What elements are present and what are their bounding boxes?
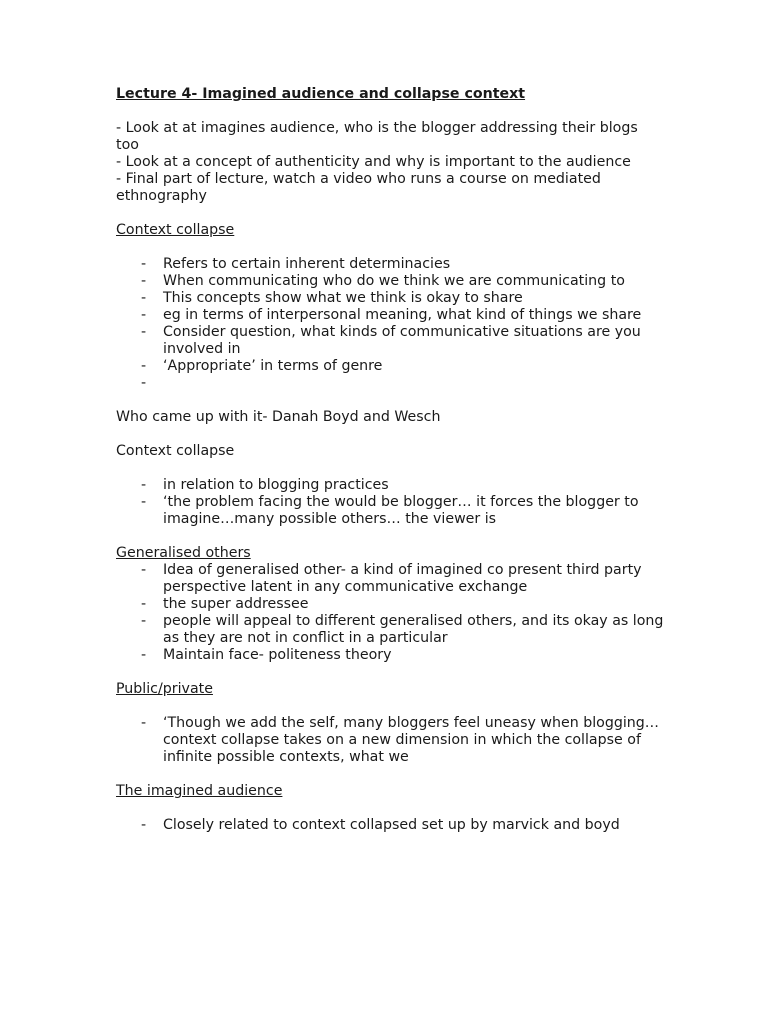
document-page — [116, 86, 664, 834]
list-item: - When communicating who do we think we are communicating to — [116, 273, 664, 290]
list-item: - Idea of generalised other- a kind of imagined co present third party perspective latent in any communicative exchange — [116, 562, 664, 596]
intro-line: - Final part of lecture, watch a video who runs a course on mediated ethnography — [116, 171, 601, 204]
section-heading-public-private: Public/private — [116, 681, 213, 697]
generalised-others-list — [116, 562, 664, 664]
list-item: - in relation to blogging practices — [116, 477, 664, 494]
intro-block — [116, 120, 664, 205]
list-item: - ‘Though we add the self, many bloggers feel uneasy when blogging… context collapse takes on a new dimension in which the collapse of infinite possible contexts, what we — [116, 715, 664, 766]
list-item: - ‘the problem facing the would be blogger… it forces the blogger to imagine…many possible others… the viewer is — [116, 494, 664, 528]
intro-line: - Look at at imagines audience, who is the blogger addressing their blogs too — [116, 120, 638, 153]
section-heading-generalised-others: Generalised others — [116, 545, 251, 561]
list-item: - eg in terms of interpersonal meaning, what kind of things we share — [116, 307, 664, 324]
list-item: - Refers to certain inherent determinacies — [116, 256, 664, 273]
list-item: - This concepts show what we think is okay to share — [116, 290, 664, 307]
section-heading-context-collapse: Context collapse — [116, 222, 235, 238]
list-item: - Closely related to context collapsed set up by marvick and boyd — [116, 817, 664, 834]
who-came-up-line: Who came up with it- Danah Boyd and Wesch — [116, 409, 441, 425]
public-private-list — [116, 715, 664, 766]
list-item: - the super addressee — [116, 596, 664, 613]
intro-line: - Look at a concept of authenticity and why is important to the audience — [116, 154, 631, 170]
list-item-empty — [116, 375, 664, 392]
section-heading-imagined-audience: The imagined audience — [116, 783, 283, 799]
list-item: - people will appeal to different generalised others, and its okay as long as they are not in conflict in a particular — [116, 613, 664, 647]
section-heading-context-collapse-2: Context collapse — [116, 443, 235, 459]
context-collapse-list — [116, 256, 664, 392]
document-title: Lecture 4- Imagined audience and collapse context — [116, 86, 526, 102]
list-item: - ‘Appropriate’ in terms of genre — [116, 358, 664, 375]
imagined-audience-list — [116, 817, 664, 834]
blogging-practices-list — [116, 477, 664, 528]
list-item: - Consider question, what kinds of communicative situations are you involved in — [116, 324, 664, 358]
list-item: - Maintain face- politeness theory — [116, 647, 664, 664]
